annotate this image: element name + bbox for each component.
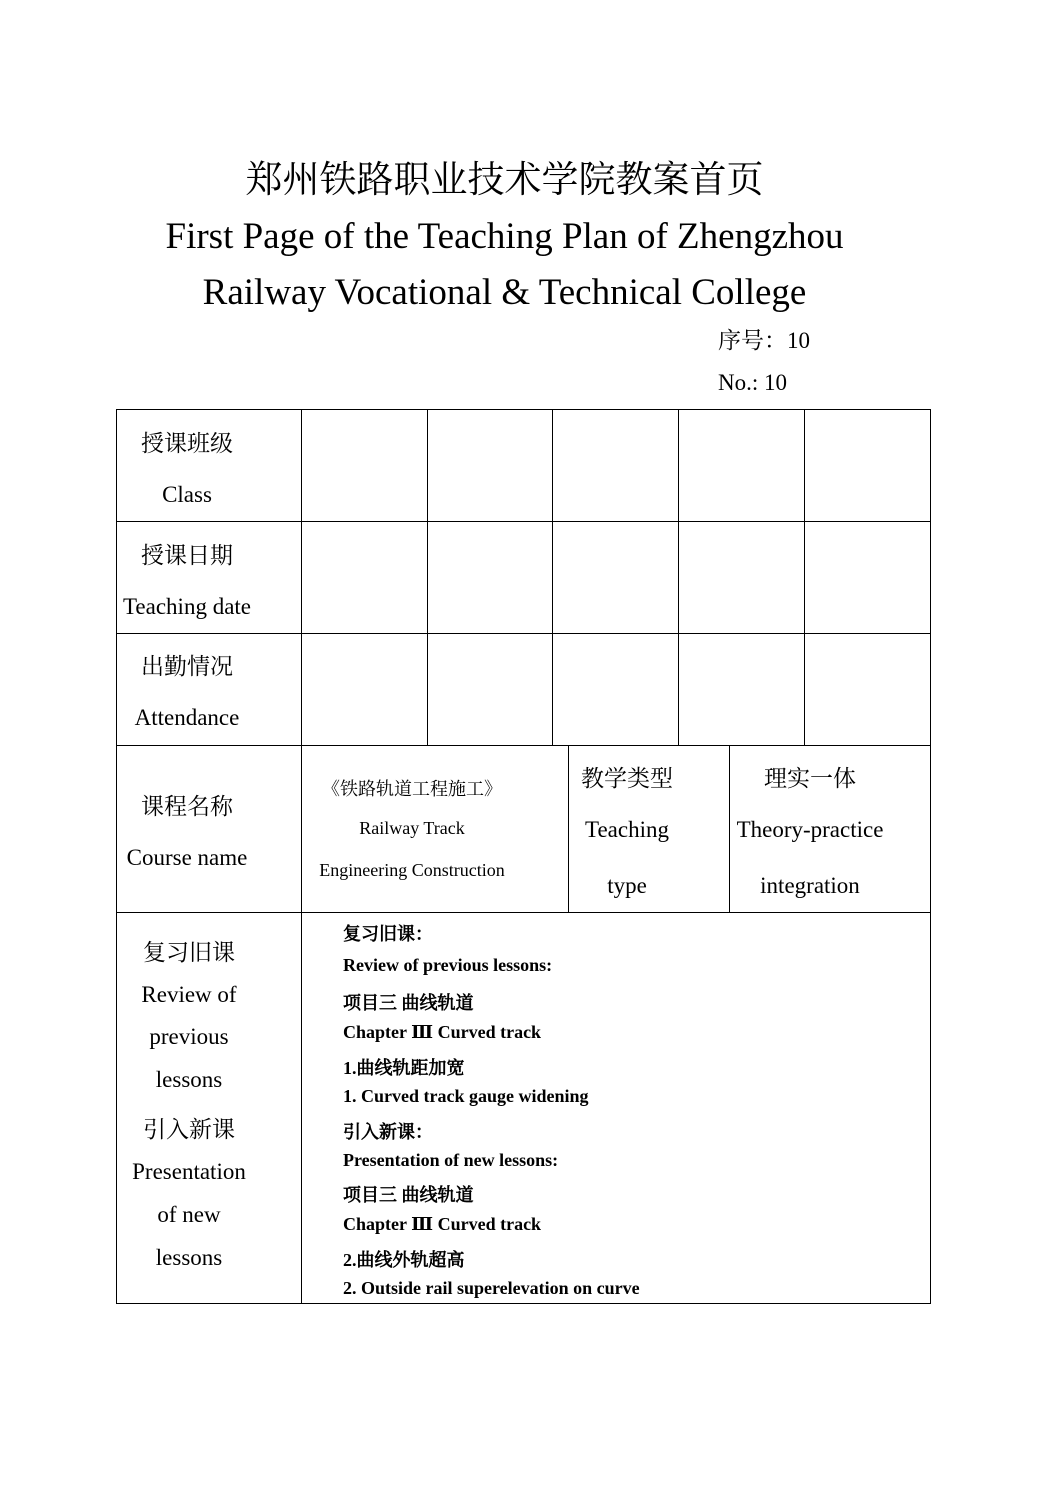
new-lesson-label-english-line-1: Presentation — [132, 1159, 246, 1184]
review-topic-chinese: 1.曲线轨距加宽 — [343, 1058, 465, 1078]
review-label-chinese: 复习旧课 — [143, 940, 235, 965]
teaching-date-label-chinese: 授课日期 — [141, 543, 233, 568]
review-heading-chinese: 复习旧课： — [343, 924, 433, 944]
review-label-english-line-2: previous — [149, 1024, 229, 1049]
attendance-cell-5[interactable] — [805, 635, 928, 744]
new-lesson-heading-chinese: 引入新课： — [343, 1122, 433, 1142]
course-name-chinese: 《铁路轨道工程施工》 — [322, 779, 502, 799]
review-heading-english: Review of previous lessons: — [343, 955, 553, 975]
new-lesson-label-chinese: 引入新课 — [143, 1117, 235, 1142]
teaching-type-value-english-line-2: integration — [760, 873, 860, 898]
attendance-cell-2[interactable] — [428, 635, 550, 744]
attendance-cell-3[interactable] — [553, 635, 676, 744]
teaching-type-label-english-line-2: type — [607, 873, 647, 898]
attendance-label-english: Attendance — [134, 705, 240, 730]
teaching-date-cell-4[interactable] — [679, 523, 802, 632]
teaching-date-cell-3[interactable] — [553, 523, 676, 632]
teaching-date-cell-5[interactable] — [805, 523, 928, 632]
class-cell-3[interactable] — [553, 411, 676, 520]
class-cell-1[interactable] — [302, 411, 425, 520]
review-chapter-chinese: 项目三 曲线轨道 — [343, 993, 474, 1013]
class-label-chinese: 授课班级 — [141, 431, 233, 456]
class-cell-4[interactable] — [679, 411, 802, 520]
new-lesson-topic-english: 2. Outside rail superelevation on curve — [343, 1278, 640, 1298]
attendance-label-chinese: 出勤情况 — [141, 654, 233, 679]
new-lesson-label-english-line-3: lessons — [155, 1245, 223, 1270]
attendance-cell-4[interactable] — [679, 635, 802, 744]
new-lesson-label-english-line-2: of new — [157, 1202, 221, 1227]
class-cell-5[interactable] — [805, 411, 928, 520]
teaching-date-cell-1[interactable] — [302, 523, 425, 632]
review-topic-english: 1. Curved track gauge widening — [343, 1086, 589, 1106]
teaching-date-label-english: Teaching date — [122, 594, 252, 619]
course-name-label-english: Course name — [126, 845, 248, 870]
new-lesson-heading-english: Presentation of new lessons: — [343, 1150, 559, 1170]
course-name-label-chinese: 课程名称 — [141, 794, 233, 819]
teaching-date-cell-2[interactable] — [428, 523, 550, 632]
teaching-type-label-chinese: 教学类型 — [581, 766, 673, 791]
new-lesson-topic-chinese: 2.曲线外轨超高 — [343, 1250, 465, 1270]
course-name-english-line-2: Engineering Construction — [319, 860, 505, 880]
new-lesson-chapter-chinese: 项目三 曲线轨道 — [343, 1185, 474, 1205]
review-label-english-line-3: lessons — [155, 1067, 223, 1092]
page-title-chinese: 郑州铁路职业技术学院教案首页 — [245, 160, 764, 201]
class-label-english: Class — [162, 482, 212, 507]
class-cell-2[interactable] — [428, 411, 550, 520]
teaching-type-label-english-line-1: Teaching — [585, 817, 669, 842]
page-title-english-line-1: First Page of the Teaching Plan of Zhengzhou — [165, 216, 844, 257]
review-label-english-line-1: Review of — [141, 982, 237, 1007]
teaching-type-value-chinese: 理实一体 — [764, 766, 856, 791]
new-lesson-chapter-english: Chapter Ⅲ Curved track — [343, 1214, 542, 1234]
review-chapter-english: Chapter Ⅲ Curved track — [343, 1022, 542, 1042]
attendance-cell-1[interactable] — [302, 635, 425, 744]
serial-number-english: No.: 10 — [718, 370, 787, 395]
page-title-english-line-2: Railway Vocational & Technical College — [202, 272, 807, 313]
teaching-type-value-english-line-1: Theory-practice — [736, 817, 884, 842]
course-name-english-line-1: Railway Track — [359, 818, 465, 838]
serial-number-chinese: 序号：10 — [718, 328, 810, 353]
